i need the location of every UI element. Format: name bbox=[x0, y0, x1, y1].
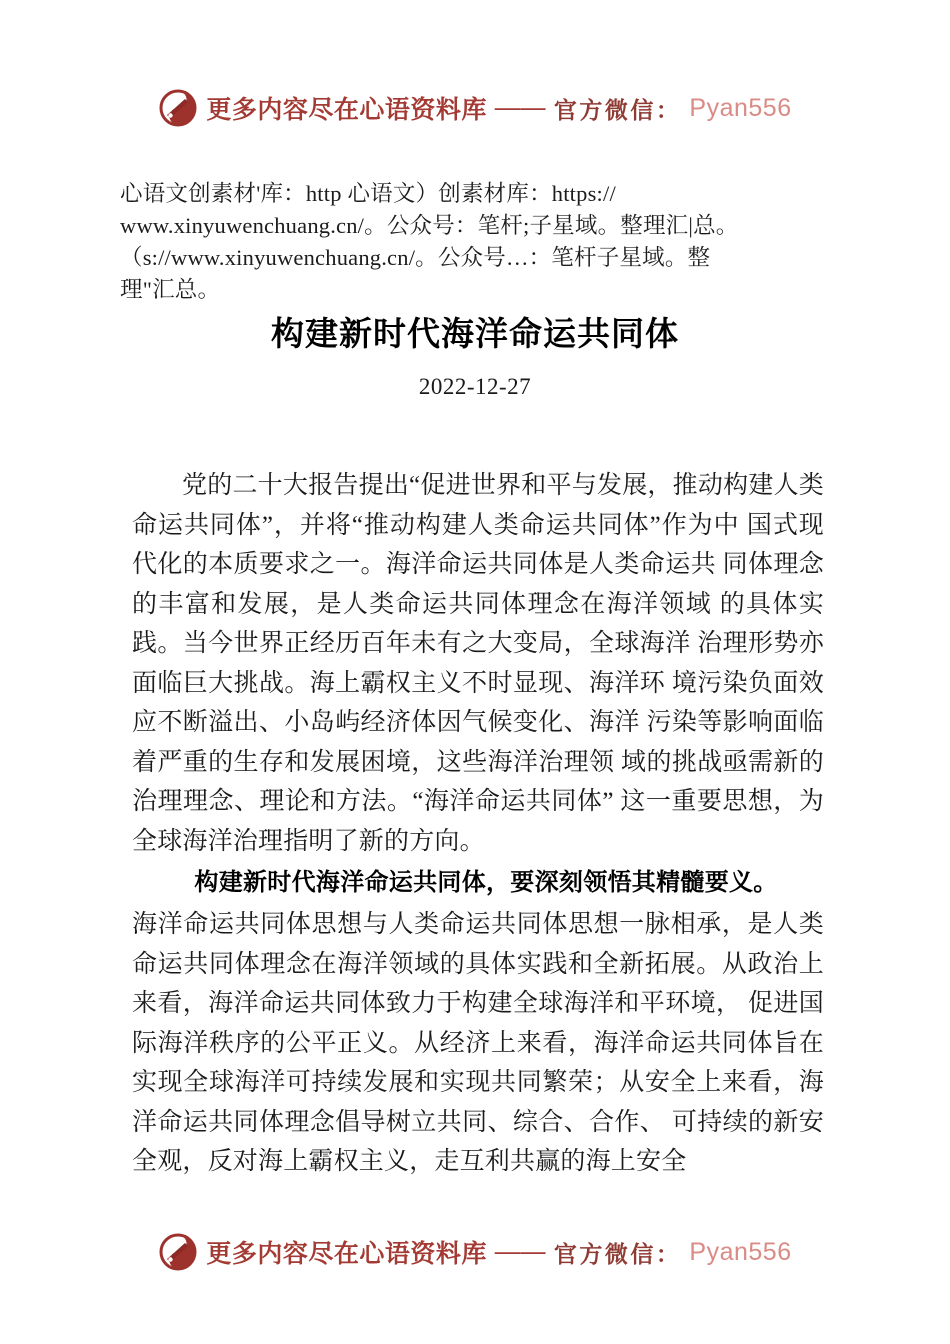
footer-watermark bbox=[0, 1232, 950, 1272]
watermark-dash: —— bbox=[494, 94, 546, 121]
source-line: （s://www.xinyuwenchuang.cn/。公众号…：笔杆子星域。整 bbox=[120, 245, 711, 270]
body-paragraph-1: 党的二十大报告提出“促进世界和平与发展，推动构建人类命运共同体”，并将“推动构建人类命运共同体”作为中 国式现代化的本质要求之一。海洋命运共同体是人类命运共 同体理念的丰富和发展，是人类命运共同体理念在海洋领域 的具体实践。当今世界正经历百年未有之大变局，全球海洋 治理形势亦面临巨大挑战。海上霸权主义不时显现、海洋环 境污染负面效应不断溢出、小岛屿经济体因气候变化、海洋 污染等影响面临着严重的生存和发展困境，这些海洋治理领 域的挑战亟需新的治理理念、理论和方法。“海洋命运共同体” 这一重要思想，为全球海洋治理指明了新的方向。 bbox=[132, 472, 824, 855]
watermark-wechat-id: Pyan556 bbox=[689, 93, 792, 122]
xinyu-brush-circle-logo-icon bbox=[158, 88, 198, 128]
header-watermark bbox=[0, 88, 950, 128]
watermark-dash: —— bbox=[494, 1238, 546, 1265]
watermark-title-text: 更多内容尽在心语资料库 bbox=[206, 1241, 487, 1268]
watermark-title-text: 更多内容尽在心语资料库 bbox=[206, 97, 487, 124]
body-paragraph-2: 海洋命运共同体思想与人类命运共同体思想一脉相承，是人类命运共同体理念在海洋领域的具体实践和全新拓展。从政治上来看，海洋命运共同体致力于构建全球海洋和平环境， 促进国际海洋秩序的公平正义。从经济上来看，海洋命运共同体旨在实现全球海洋可持续发展和实现共同繁荣；从安全上来看，海洋命运共同体理念倡导树立共同、综合、合作、 可持续的新安全观，反对海上霸权主义，走互利共赢的海上安全 bbox=[132, 911, 824, 1175]
section-subheading: 构建新时代海洋命运共同体，要深刻领悟其精髓要义。 bbox=[194, 869, 778, 896]
xinyu-brush-circle-logo-icon bbox=[158, 1232, 198, 1272]
watermark-wechat-label: 官方微信： bbox=[553, 1241, 682, 1267]
document-body bbox=[132, 466, 824, 1182]
source-line: www.xinyuwenchuang.cn/。公众号：笔杆;子星域。整理汇|总。 bbox=[120, 213, 739, 238]
publish-date: 2022-12-27 bbox=[418, 374, 532, 399]
source-line: 心语文创素材'库：http 心语文）创素材库：https:// bbox=[120, 181, 616, 206]
source-line: 理"汇总。 bbox=[120, 277, 221, 302]
watermark-wechat-id: Pyan556 bbox=[689, 1237, 792, 1266]
watermark-wechat-label: 官方微信： bbox=[553, 97, 682, 123]
source-watermark-block bbox=[120, 178, 850, 306]
page-title: 构建新时代海洋命运共同体 bbox=[271, 317, 679, 353]
